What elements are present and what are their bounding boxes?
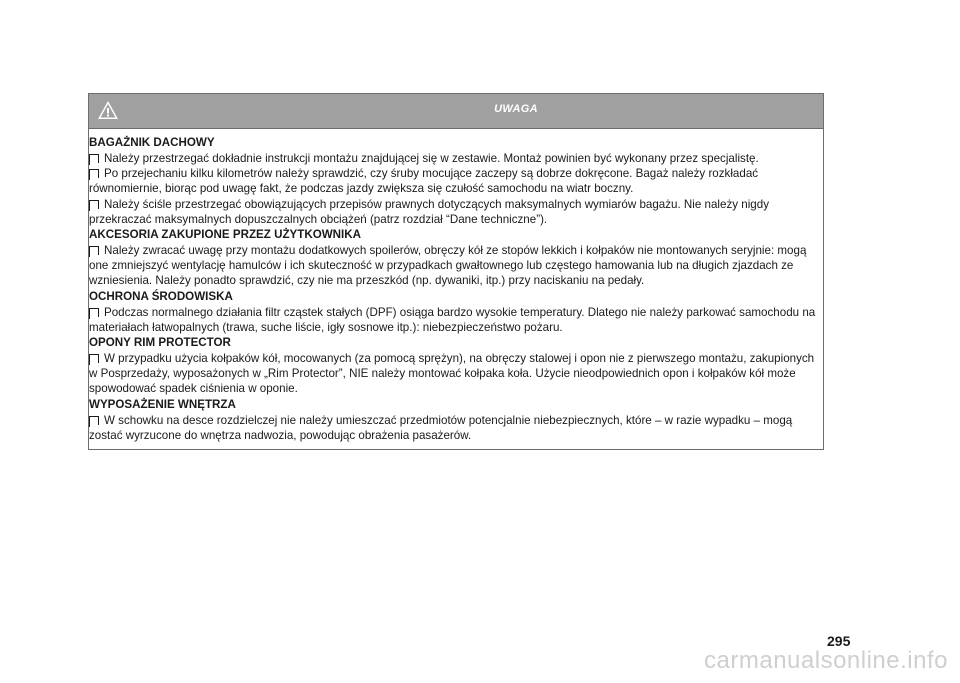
bullet-icon bbox=[89, 169, 99, 178]
paragraph-text: Podczas normalnego działania filtr cząstek stałych (DPF) osiąga bardzo wysokie temperatury. Dlatego nie należy parkować samochodu na materiałach łatwopalnych (trawa, suche liście, igły sosnowe itp.): niebezpieczeństwo pożaru. bbox=[89, 305, 816, 334]
section-title: AKCESORIA ZAKUPIONE PRZEZ UŻYTKOWNIKA bbox=[89, 228, 362, 242]
paragraph bbox=[89, 351, 823, 397]
paragraph-text: Należy przestrzegać dokładnie instrukcji montażu znajdującej się w zestawie. Montaż powinien być wykonany przez specjalistę. bbox=[104, 152, 759, 165]
section-title: WYPOSAŻENIE WNĘTRZA bbox=[89, 397, 236, 411]
paragraph-text: Należy ściśle przestrzegać obowiązujących przepisów prawnych dotyczących maksymalnych wymiarów bagażu. Nie należy nigdy przekraczać maksymalnych dopuszczalnych obciążeń (patrz rozdział “Dane techniczne”). bbox=[89, 197, 769, 226]
section-title: OCHRONA ŚRODOWISKA bbox=[89, 289, 233, 303]
paragraph bbox=[89, 413, 823, 443]
paragraph-text: Po przejechaniu kilku kilometrów należy sprawdzić, czy śruby mocujące zaczepy są dobrze dokręcone. Bagaż należy rozkładać równomiernie, biorąc pod uwagę fakt, że podczas jazdy zwiększa się czułość samochodu na wiatr boczny. bbox=[89, 167, 759, 196]
bullet-icon bbox=[89, 354, 99, 363]
section-title: OPONY RIM PROTECTOR bbox=[89, 336, 231, 350]
bullet-icon bbox=[89, 154, 99, 163]
paragraph-text: W przypadku użycia kołpaków kół, mocowanych (za pomocą sprężyn), na obręczy stalowej i opon nie z pierwszego montażu, zakupionych w Posprzedaży, wyposażonych w „Rim Protector”, NIE należy montować kołpaka koła. Użycie nieodpowiednich opon i kołpaków kół może spowodować spadek ciśnienia w oponie. bbox=[89, 352, 815, 396]
warning-body bbox=[89, 129, 823, 449]
paragraph bbox=[89, 305, 823, 335]
bullet-icon bbox=[89, 246, 99, 255]
paragraph bbox=[89, 166, 823, 196]
watermark: carmanualsonline.info bbox=[704, 647, 948, 674]
warning-title: UWAGA bbox=[494, 103, 538, 115]
section-title: BAGAŻNIK DACHOWY bbox=[89, 136, 215, 149]
bullet-icon bbox=[89, 308, 99, 317]
paragraph-text: W schowku na desce rozdzielczej nie należy umieszczać przedmiotów potencjalnie niebezpiecznych, które – w razie wypadku – mogą zostać wyrzucone do wnętrza nadwozia, powodując obrażenia pasażerów. bbox=[89, 413, 793, 442]
bullet-icon bbox=[89, 200, 99, 209]
warning-box bbox=[88, 93, 824, 450]
page-number: 295 bbox=[827, 633, 851, 649]
paragraph-text: Należy zwracać uwagę przy montażu dodatkowych spoilerów, obręczy kół ze stopów lekkich i kołpaków nie montowanych seryjnie: mogą one zmniejszyć wentylację hamulców i ich skuteczność w przypadkach gwałtownego lub częstego hamowania lub na długich zjazdach ze wzniesienia. Należy ponadto sprawdzić, czy nie ma przeszkód (np. dywaniki, itp.) przy naciskaniu na pedały. bbox=[89, 244, 807, 288]
bullet-icon bbox=[89, 416, 99, 425]
warning-header bbox=[89, 94, 823, 129]
paragraph bbox=[89, 151, 823, 166]
paragraph bbox=[89, 243, 823, 289]
paragraph bbox=[89, 197, 823, 227]
